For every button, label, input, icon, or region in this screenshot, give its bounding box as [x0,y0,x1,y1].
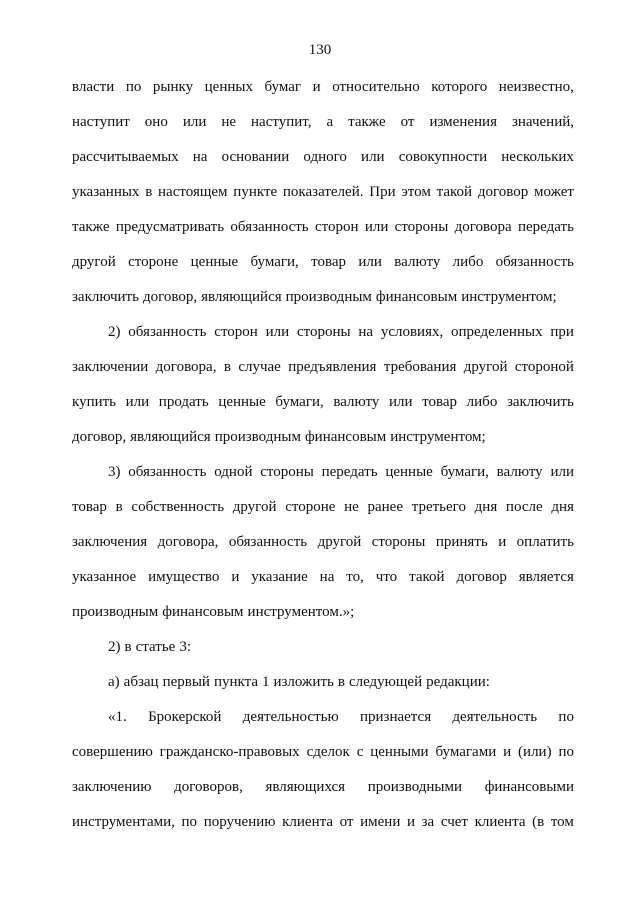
word: передать [321,464,378,480]
word: сделок [306,744,350,760]
text-line [72,533,574,551]
word: заключения [72,534,148,550]
word: за [421,814,435,830]
word: наступит, [251,114,312,130]
word: в [337,674,345,690]
text-line [72,498,574,516]
text-line [108,708,574,726]
word: или [550,464,574,480]
word: являющийся [201,289,282,305]
text-line [72,393,574,411]
word: неизвестно, [498,79,574,95]
word: заключении [72,359,149,375]
word: ранее [367,499,404,515]
text-line [72,78,574,96]
word: наступит [72,114,130,130]
text-line [72,603,574,621]
word: по [181,814,198,830]
word: предъявления [288,359,377,375]
word: предусматривать [115,219,225,235]
text-line [72,358,574,376]
word: договоров, [174,779,243,795]
word: заключить [506,394,574,410]
word: инструментом; [461,289,557,305]
word: также [72,219,110,235]
word: (в [532,814,545,830]
word: признается [359,709,432,725]
word: При [369,184,396,200]
word: от [400,114,415,130]
word: сторон [214,324,258,340]
text-line [108,463,574,481]
word: не [221,114,237,130]
word: стороне [285,499,336,515]
word: ценные [385,464,433,480]
word: финансовым [304,429,387,445]
word: договора [454,219,512,235]
text-line [108,638,574,656]
word: на [192,149,208,165]
word: ценными [370,744,429,760]
word: условиях, [380,324,444,340]
word: и [231,569,240,585]
word: дня [551,499,574,515]
word: в [115,499,123,515]
text-line [72,253,574,271]
word: относительно [332,79,420,95]
text-line [72,148,574,166]
word: а [326,114,334,130]
word: на [358,324,374,340]
word: инструментом; [390,429,486,445]
word: оно [144,114,168,130]
word: товар [72,499,107,515]
word: с [356,744,364,760]
word: инструментами, [72,814,175,830]
text-line [72,428,574,446]
word: имущество [148,569,220,585]
word: «1. [108,709,127,725]
word: пункта [213,674,258,690]
word: инструментом.»; [247,604,355,620]
word: совершению [72,744,153,760]
text-line [72,568,574,586]
word: 1 [261,674,270,690]
word: клиента [282,814,333,830]
word: также [348,114,386,130]
word: и [406,814,415,830]
word: бумаги, [275,394,324,410]
word: а) [108,674,120,690]
word: требования [383,359,457,375]
word: товар [422,394,458,410]
word: заключить [72,289,139,305]
word: рассчитываемых [72,149,179,165]
word: от [339,814,354,830]
word: сторон [314,219,359,235]
word: по [558,709,574,725]
word: деятельностью [242,709,339,725]
word: власти [72,79,115,95]
word: указание [251,569,308,585]
word: товар [311,254,347,270]
word: настоящем [158,184,228,200]
word: финансовым [162,604,244,620]
word: 2) [108,639,121,655]
word: является [518,569,574,585]
word: рынку [152,79,194,95]
word: валюту [496,464,543,480]
word: абзац [123,674,159,690]
word: другой [317,534,362,550]
word: что [375,569,398,585]
word: при [550,324,574,340]
word: финансовым [375,289,458,305]
word: другой [232,499,277,515]
word: изменения [429,114,497,130]
word: стороны [371,534,426,550]
word: изложить [273,674,334,690]
word: обязанность [228,534,308,550]
word: договор [477,184,529,200]
word: производным [214,429,301,445]
word: производными [367,779,463,795]
word: стороны [394,219,449,235]
word: заключению [72,779,152,795]
word: обязанность [230,219,309,235]
word: такой [436,184,473,200]
text-line [72,778,574,796]
word: стороны [296,324,351,340]
word: и [498,534,507,550]
word: клиента [474,814,526,830]
word: стороны [260,464,314,480]
word: собственность [131,499,225,515]
word: такой [409,569,445,585]
word: ценные [190,254,239,270]
word: поручению [203,814,276,830]
word: пункте [233,184,278,200]
word: совокупности [398,149,488,165]
text-line [108,323,574,341]
word: том [550,814,574,830]
word: договора, [157,534,219,550]
word: одного [303,149,347,165]
word: продать [158,394,209,410]
word: указанное [72,569,137,585]
word: нескольких [501,149,574,165]
page-number: 130 [308,42,332,58]
word: валюту [333,394,380,410]
word: и [503,744,512,760]
word: по [125,79,142,95]
word: обязанность [495,254,574,270]
word: гражданско-правовых [159,744,300,760]
word: договор [456,569,507,585]
text-line [72,743,574,761]
word: и [312,79,321,95]
word: бумаги, [440,464,489,480]
word: или [125,394,150,410]
word: не [344,499,359,515]
word: или [361,149,385,165]
word: по [558,744,574,760]
word: 2) [108,324,121,340]
word: на [319,569,335,585]
word: передать [517,219,574,235]
text-line [72,183,574,201]
word: бумаг [264,79,302,95]
word: следующей [348,674,423,690]
word: счет [440,814,468,830]
text-line [72,218,574,236]
word: случае [238,359,281,375]
word: стороне [128,254,179,270]
text-line [72,288,574,306]
word: Брокерской [148,709,222,725]
word: после [505,499,543,515]
word: показателей. [282,184,364,200]
word: деятельность [452,709,538,725]
word: договора, [155,359,217,375]
word: обязанность [128,324,207,340]
word: финансовыми [484,779,574,795]
word: бумагами [435,744,497,760]
word: либо [466,394,498,410]
word: либо [452,254,484,270]
word: 3) [108,464,121,480]
word: первый [162,674,210,690]
word: одной [214,464,253,480]
word: в [124,639,132,655]
word: оплатить [516,534,574,550]
word: ценные [218,394,266,410]
word: являющийся [130,429,211,445]
word: этом [401,184,431,200]
word: указанных [72,184,140,200]
word: (или) [518,744,552,760]
word: статье [135,639,176,655]
word: которого [431,79,488,95]
word: купить [72,394,117,410]
word: может [533,184,574,200]
word: бумаги, [250,254,299,270]
word: или [389,394,413,410]
word: определенных [451,324,543,340]
word: 3: [179,639,191,655]
word: дня [474,499,498,515]
word: значений, [511,114,574,130]
word: принять [435,534,488,550]
word: в [223,359,231,375]
word: другой [72,254,116,270]
text-line [72,813,574,831]
word: или [358,254,382,270]
word: или [364,219,389,235]
word: договор, [142,289,198,305]
word: или [182,114,207,130]
word: производным [285,289,372,305]
word: обязанность [128,464,207,480]
word: в [145,184,153,200]
word: стороной [514,359,574,375]
word: производным [72,604,159,620]
text-line [72,113,574,131]
word: то, [346,569,364,585]
word: договор, [72,429,127,445]
word: валюту [394,254,441,270]
word: или [265,324,290,340]
word: ценных [204,79,253,95]
word: редакции: [426,674,490,690]
word: третьего [411,499,466,515]
word: основании [221,149,290,165]
text-line [108,673,574,691]
word: другой [463,359,508,375]
word: имени [360,814,401,830]
word: являющихся [265,779,346,795]
